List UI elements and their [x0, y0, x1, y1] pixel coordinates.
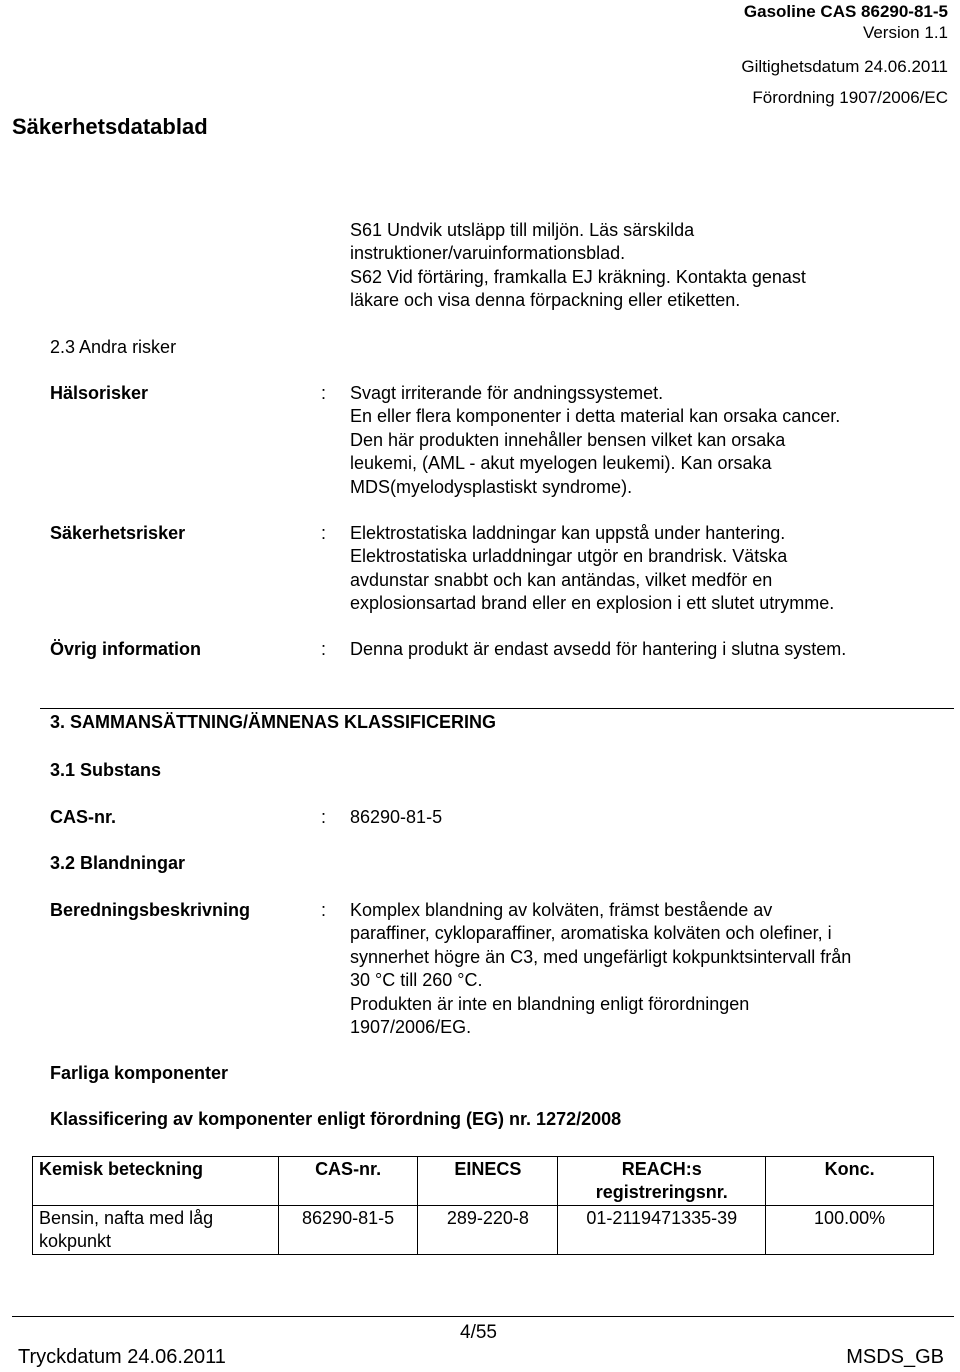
cas-label: CAS-nr. — [50, 807, 117, 827]
colon: : — [321, 807, 327, 827]
health-text — [350, 382, 840, 499]
health-label: Hälsorisker — [50, 383, 149, 403]
substance-heading: 3.1 Substans — [50, 760, 162, 780]
hazardous-components-heading: Farliga komponenter — [50, 1063, 229, 1083]
section-3-heading: 3. SAMMANSÄTTNING/ÄMNENAS KLASSIFICERING — [50, 712, 497, 732]
colon: : — [321, 639, 327, 659]
safety-phrases — [350, 219, 806, 313]
table-cell: 86290-81-5 — [278, 1206, 418, 1255]
section-2-3-heading: 2.3 Andra risker — [50, 337, 177, 357]
colon: : — [321, 523, 327, 543]
page-number: 4/55 — [460, 1322, 497, 1343]
text-line: paraffiner, cykloparaffiner, aromatiska kolväten och olefiner, i — [350, 923, 832, 944]
text-line: Svagt irriterande för andningssystemet. — [350, 383, 664, 403]
text-line: 1907/2006/EG. — [350, 1017, 472, 1038]
safety-label: Säkerhetsrisker — [50, 523, 186, 543]
validity-date: Giltighetsdatum 24.06.2011 — [741, 57, 948, 76]
table-cell: 100.00% — [766, 1206, 934, 1255]
phrase-line: S61 Undvik utsläpp till miljön. Läs särskilda — [350, 220, 695, 240]
print-date: Tryckdatum 24.06.2011 — [18, 1346, 226, 1368]
version: Version 1.1 — [862, 23, 948, 42]
product-name: Gasoline CAS 86290-81-5 — [743, 2, 948, 21]
column-header: Konc. — [766, 1157, 934, 1206]
phrase-line: instruktioner/varuinformationsblad. — [350, 243, 626, 264]
column-header: CAS-nr. — [278, 1157, 418, 1206]
text-line: MDS(myelodysplastiskt syndrome). — [350, 476, 633, 497]
text-line: leukemi, (AML - akut myelogen leukemi). Kan orsaka — [350, 453, 772, 474]
footer-divider — [12, 1316, 954, 1317]
text-line: explosionsartad brand eller en explosion i ett slutet utrymme. — [350, 593, 835, 614]
text-line: 30 °C till 260 °C. — [350, 970, 483, 991]
text-line: Den här produkten innehåller bensen vilket kan orsaka — [350, 429, 786, 450]
phrase-line: läkare och visa denna förpackning eller etiketten. — [350, 290, 741, 311]
colon: : — [321, 383, 327, 403]
table-cell: Bensin, nafta med låg kokpunkt — [33, 1206, 279, 1255]
table-row — [33, 1206, 934, 1255]
column-header: REACH:s registreringsnr. — [558, 1157, 766, 1206]
text-line: avdunstar snabbt och kan antändas, vilket medför en — [350, 569, 773, 590]
other-info-label: Övrig information — [50, 639, 202, 659]
preparation-text — [350, 899, 851, 1039]
mixture-heading: 3.2 Blandningar — [50, 853, 186, 873]
classification-heading: Klassificering av komponenter enligt förordning (EG) nr. 1272/2008 — [50, 1109, 622, 1129]
column-header: EINECS — [418, 1157, 558, 1206]
components-table — [32, 1156, 934, 1255]
text-line: synnerhet högre än C3, med ungefärligt kokpunktsintervall från — [350, 946, 852, 967]
regulation: Förordning 1907/2006/EC — [752, 88, 948, 107]
table-cell: 01-2119471335-39 — [558, 1206, 766, 1255]
document-code: MSDS_GB — [846, 1346, 944, 1368]
colon: : — [321, 900, 327, 920]
text-line: Produkten är inte en blandning enligt förordningen — [350, 993, 750, 1014]
table-cell: 289-220-8 — [418, 1206, 558, 1255]
text-line: Elektrostatiska laddningar kan uppstå under hantering. — [350, 523, 786, 543]
preparation-label: Beredningsbeskrivning — [50, 900, 251, 920]
table-header-row — [33, 1157, 934, 1206]
safety-text — [350, 522, 834, 616]
text-line: En eller flera komponenter i detta material kan orsaka cancer. — [350, 406, 841, 427]
text-line: Komplex blandning av kolväten, främst bestående av — [350, 900, 773, 920]
other-info-text: Denna produkt är endast avsedd för hantering i slutna system. — [350, 639, 847, 659]
text-line: Elektrostatiska urladdningar utgör en brandrisk. Vätska — [350, 546, 788, 567]
cas-value: 86290-81-5 — [350, 807, 443, 827]
document-title: Säkerhetsdatablad — [12, 114, 208, 139]
phrase-line: S62 Vid förtäring, framkalla EJ kräkning. Kontakta genast — [350, 266, 806, 287]
column-header: Kemisk beteckning — [33, 1157, 279, 1206]
section-divider — [40, 708, 954, 709]
